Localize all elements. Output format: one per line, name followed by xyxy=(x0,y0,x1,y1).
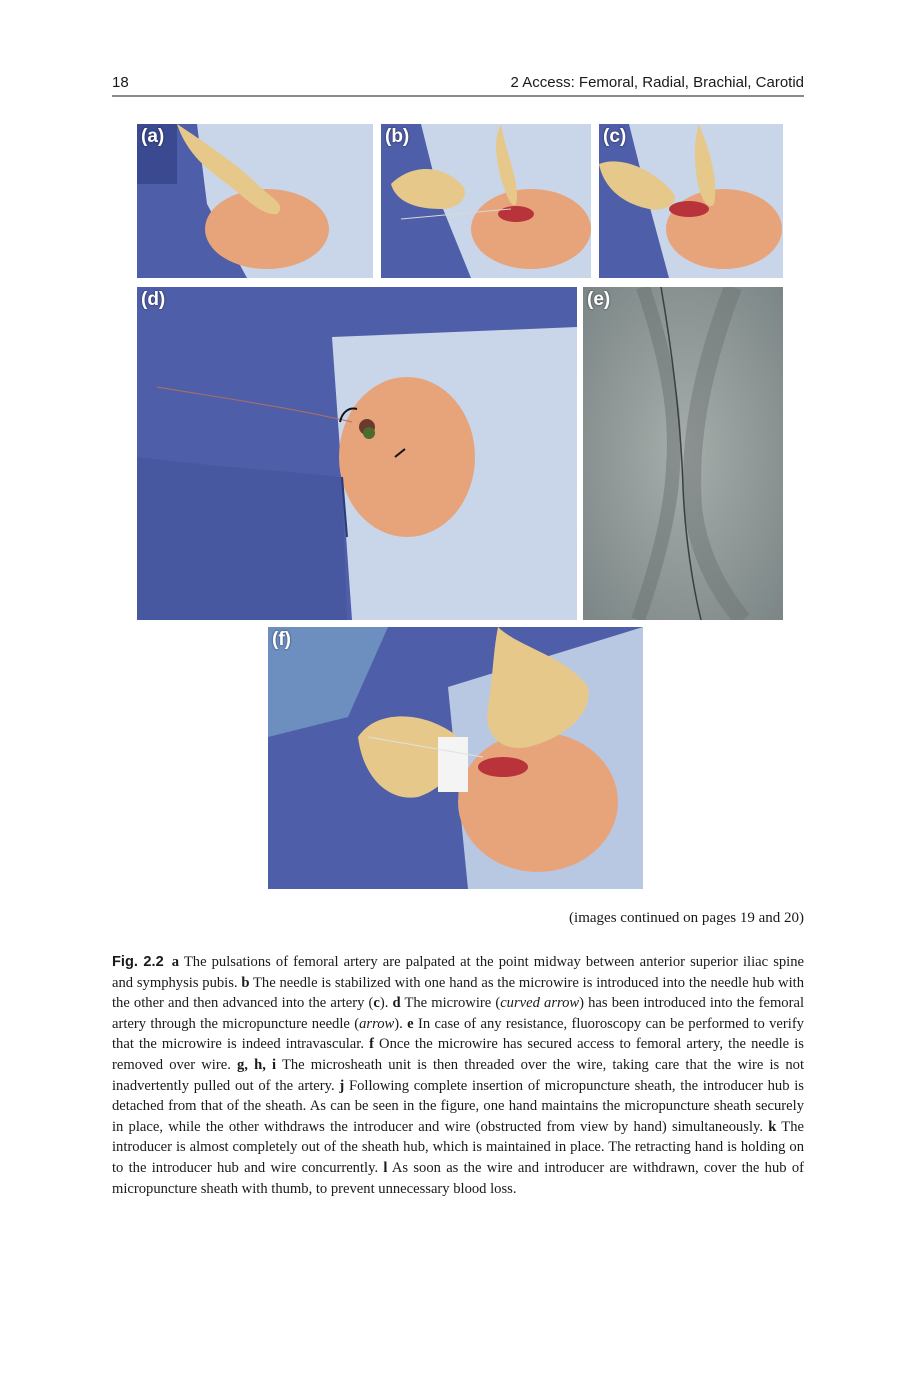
figure-panel-d xyxy=(137,287,577,620)
panel-c-photo xyxy=(599,124,783,278)
caption-segment: arrow xyxy=(359,1015,395,1032)
caption-segment: d xyxy=(392,995,401,1012)
caption-segment: l xyxy=(383,1159,388,1176)
caption-body xyxy=(112,954,804,1197)
caption-segment: ). xyxy=(394,1015,408,1032)
figure-panel-f xyxy=(268,627,643,889)
figure-panel-a xyxy=(137,124,373,278)
panel-a-label: (a) xyxy=(141,126,165,147)
caption-segment: Once the microwire has secured access to femoral artery, the needle is removed over wire. xyxy=(112,1036,804,1073)
panel-e-label: (e) xyxy=(587,289,611,310)
figure-panel-b xyxy=(381,124,591,278)
caption-segment: c xyxy=(373,995,380,1012)
caption-segment: As soon as the wire and introducer are withdrawn, cover the hub of micropuncture sheath with thumb, to prevent unnecessary blood loss. xyxy=(112,1159,804,1197)
panel-c-label: (c) xyxy=(603,126,627,147)
panel-f-label: (f) xyxy=(272,629,291,650)
caption-segment: Following complete insertion of micropuncture sheath, the introducer hub is detached from that of the sheath. As can be seen in the figure, one hand maintains the micropuncture sheath securely in place, while the other withdraws the introducer and wire (obstructed from view by hand) simultaneously. xyxy=(112,1077,804,1135)
panel-a-photo xyxy=(137,124,373,278)
panel-d-label: (d) xyxy=(141,289,166,310)
caption-segment: ). xyxy=(379,995,393,1012)
continued-note: (images continued on pages 19 and 20) xyxy=(569,910,804,926)
figure-label: Fig. 2.2 xyxy=(112,954,164,970)
caption-segment: f xyxy=(369,1036,374,1053)
caption-segment: a xyxy=(171,954,180,970)
caption-segment: The microsheath unit is then threaded over the wire, taking care that the wire is not inadvertently pulled out of the artery. xyxy=(112,1056,805,1094)
figure-panel-c xyxy=(599,124,783,278)
page-number: 18 xyxy=(112,74,129,91)
panel-b-photo xyxy=(381,124,591,278)
page-header xyxy=(112,70,804,96)
caption-segment: The microwire ( xyxy=(400,995,501,1012)
panel-d-photo xyxy=(137,287,577,620)
caption-segment: ) has been introduced into the femoral artery through the micropuncture needle ( xyxy=(112,995,804,1032)
panel-e-fluoroscopy xyxy=(583,287,783,620)
caption-segment: b xyxy=(241,974,250,991)
running-title: 2 Access: Femoral, Radial, Brachial, Carotid xyxy=(510,74,804,91)
header-rule xyxy=(112,95,804,97)
panel-f-photo xyxy=(268,627,643,889)
caption-segment: e xyxy=(407,1015,414,1032)
caption-segment: g, h, i xyxy=(237,1056,277,1073)
caption-segment: curved arrow xyxy=(500,995,580,1012)
caption-segment: j xyxy=(339,1077,345,1094)
panel-b-label: (b) xyxy=(385,126,410,147)
caption-segment: The introducer is almost completely out of the sheath hub, which is maintained in place. The retracting hand is holding on to the introducer hub and wire concurrently. xyxy=(112,1118,804,1176)
caption-segment: In case of any resistance, fluoroscopy can be performed to verify that the microwire is indeed intravascular. xyxy=(112,1015,804,1053)
caption-segment: k xyxy=(768,1118,777,1135)
figure-caption xyxy=(112,952,804,1199)
figure-panel-e xyxy=(583,287,783,620)
caption-segment: The pulsations of femoral artery are palpated at the point midway between anterior superior iliac spine and symphysis pubis. xyxy=(112,954,805,991)
caption-segment: The needle is stabilized with one hand as the microwire is introduced into the needle hub with the other and then advanced into the artery ( xyxy=(112,974,805,1012)
